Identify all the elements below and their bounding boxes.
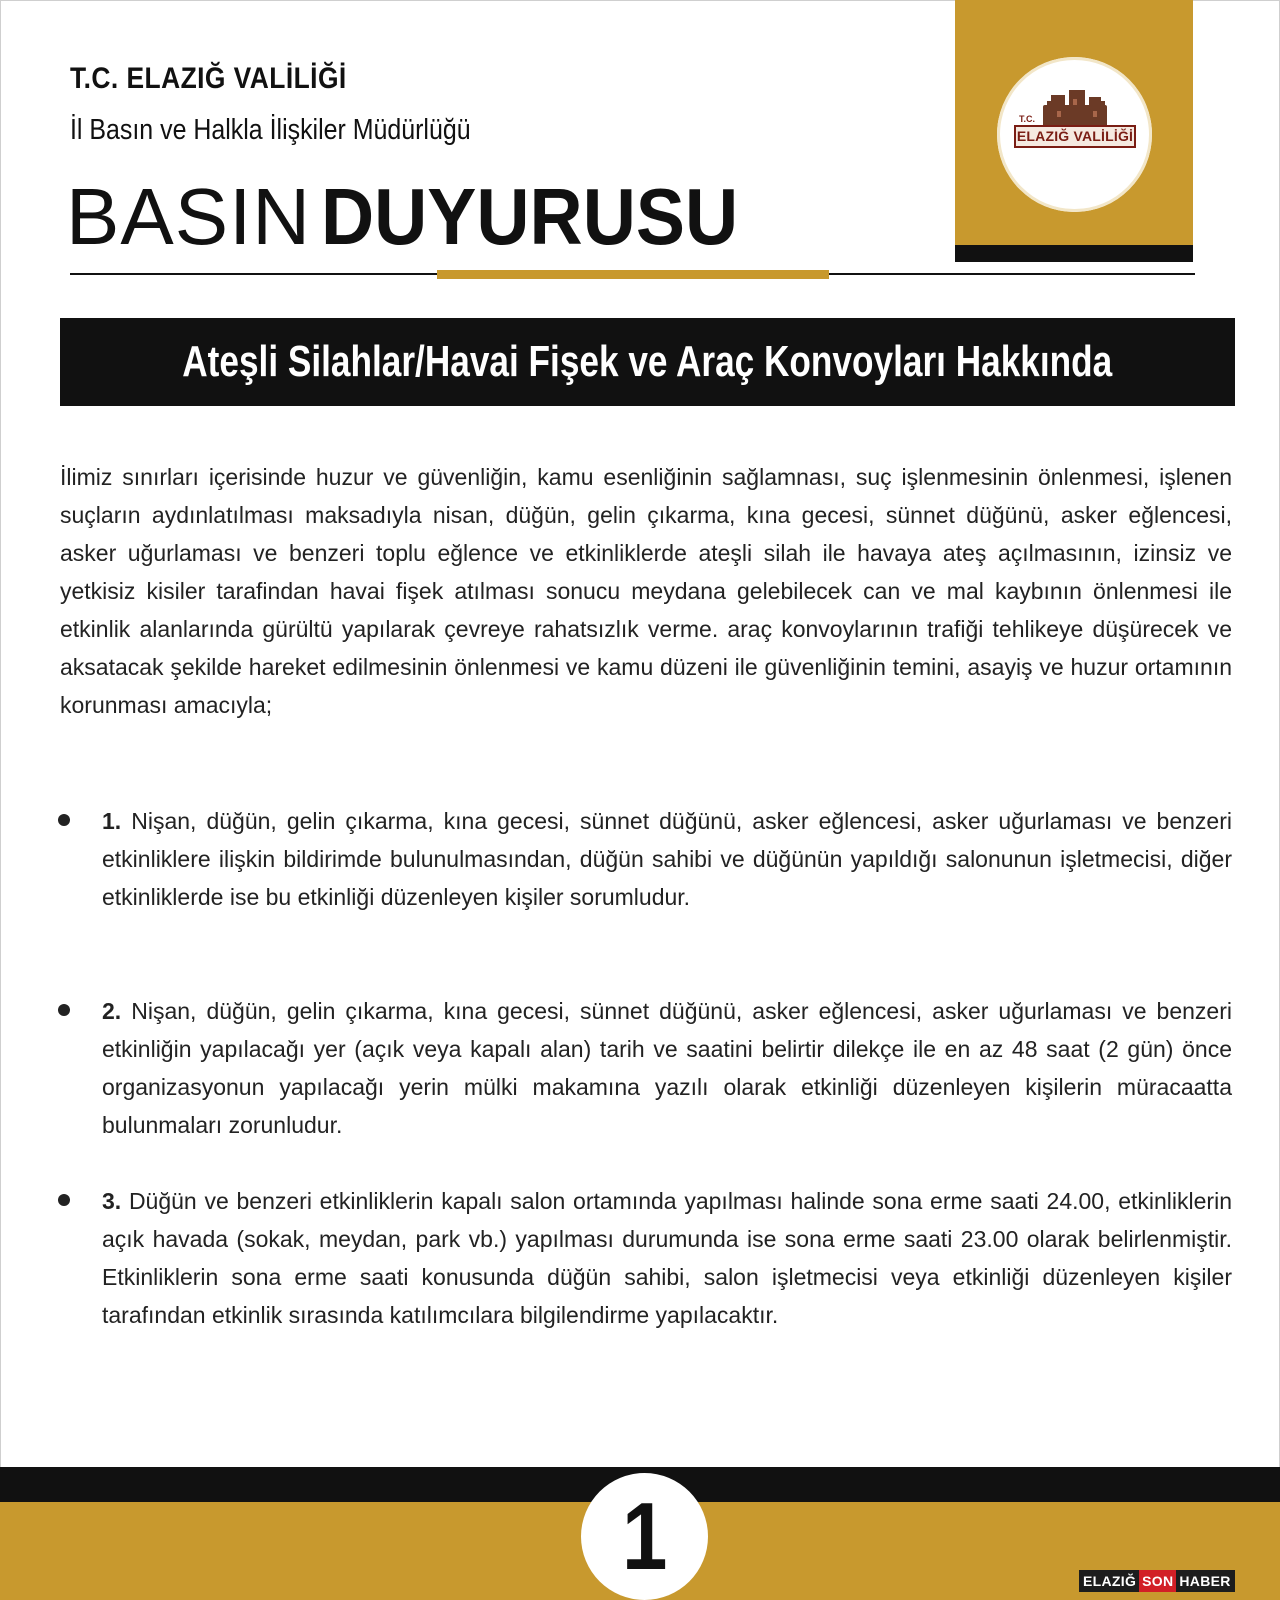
- document-title: [66, 172, 774, 262]
- item-number: 2.: [102, 998, 122, 1024]
- item-text: Nişan, düğün, gelin çıkarma, kına gecesi, sünnet düğünü, asker eğlencesi, asker uğurlaması ve benzeri etkinliğin yapılacağı yer (açık veya kapalı alan) tarih ve saatini belirtir dilekçe ile en az 48 saat (2 gün) önce organizasyonun yapılacağı yerin mülki makamına yazılı olarak etkinliği düzenleyen kişilerin müracaatta bulunmaları zorunludur.: [102, 998, 1232, 1138]
- intro-paragraph: İlimiz sınırları içerisinde huzur ve güvenliğin, kamu esenliğinin sağlamnası, suç işlenmesinin önlenmesi, işlenen suçların aydınlatılması maksadıyla nisan, düğün, gelin çıkarma, kına gecesi, sünnet düğünü, asker eğlencesi, asker uğurlaması ve benzeri toplu eğlence ve etkinliklerde ateşli silah ile havaya ateş açılmasının, izinsiz ve yetkisiz kisiler tarafindan havai fişek atılması sonucu meydana gelebilecek can ve mal kaybının önlenmesi ile etkinlik alanlarında gürültü yapılarak çevreye rahatsızlık verme. araç konvoylarının trafiği tehlikeye düşürecek ve aksatacak şekilde hareket edilmesinin önlenmesi ve kamu düzeni ile güvenliğinin temini, asayiş ve huzur ortamının korunması amacıyla;: [60, 464, 1232, 718]
- item-text: Düğün ve benzeri etkinliklerin kapalı salon ortamında yapılması halinde sona erme saati 24.00, etkinliklerin açık havada (sokak, meydan, park vb.) yapılması durumunda ise sona erme saati 23.00 olarak belirlenmiştir. Etkinliklerin sona erme saati konusunda düğün sahibi, salon işletmecisi veya etkinliği düzenleyen kişiler tarafından etkinlik sırasında katılımcılara bilgilendirme yapılacaktır.: [102, 1188, 1232, 1328]
- list-item: [102, 1182, 1232, 1334]
- brand-part1: ELAZIĞ: [1083, 1573, 1137, 1589]
- bullet-icon: [58, 1194, 70, 1206]
- list-item: [102, 802, 1232, 916]
- title-bold: DUYURUSU: [321, 172, 739, 261]
- subject-banner: [60, 318, 1235, 406]
- page-number-badge: [581, 1473, 708, 1600]
- item-text: Nişan, düğün, gelin çıkarma, kına gecesi, sünnet düğünü, asker eğlencesi, asker uğurlaması ve benzeri etkinliklere ilişkin bildirimde bulunulmasından, düğün sahibi ve düğünün yapıldığı salonunun işletmecisi, diğer etkinliklerde ise bu etkinliği düzenleyen kişiler sorumludur.: [102, 808, 1232, 910]
- title-light: BASIN: [66, 172, 312, 261]
- bullet-icon: [58, 1004, 70, 1016]
- logo-prefix: T.C.: [1019, 114, 1036, 124]
- logo-text: ELAZIĞ VALİLİĞİ: [1014, 125, 1136, 148]
- news-watermark: [1079, 1570, 1235, 1592]
- page-number: 1: [621, 1482, 668, 1590]
- logo-panel-base: [955, 245, 1193, 262]
- header-accent-bar: [437, 270, 829, 279]
- item-number: 1.: [102, 808, 122, 834]
- bullet-icon: [58, 814, 70, 826]
- department-name: İl Basın ve Halkla İlişkiler Müdürlüğü: [70, 114, 471, 146]
- subject-title: Ateşli Silahlar/Havai Fişek ve Araç Konvoyları Hakkında: [182, 337, 1113, 386]
- organization-name: T.C. ELAZIĞ VALİLİĞİ: [70, 62, 347, 95]
- brand-part3: HABER: [1179, 1573, 1231, 1589]
- item-number: 3.: [102, 1188, 122, 1214]
- brand-part2: SON: [1139, 1570, 1176, 1592]
- governorship-logo: [997, 57, 1152, 212]
- list-item: [102, 992, 1232, 1144]
